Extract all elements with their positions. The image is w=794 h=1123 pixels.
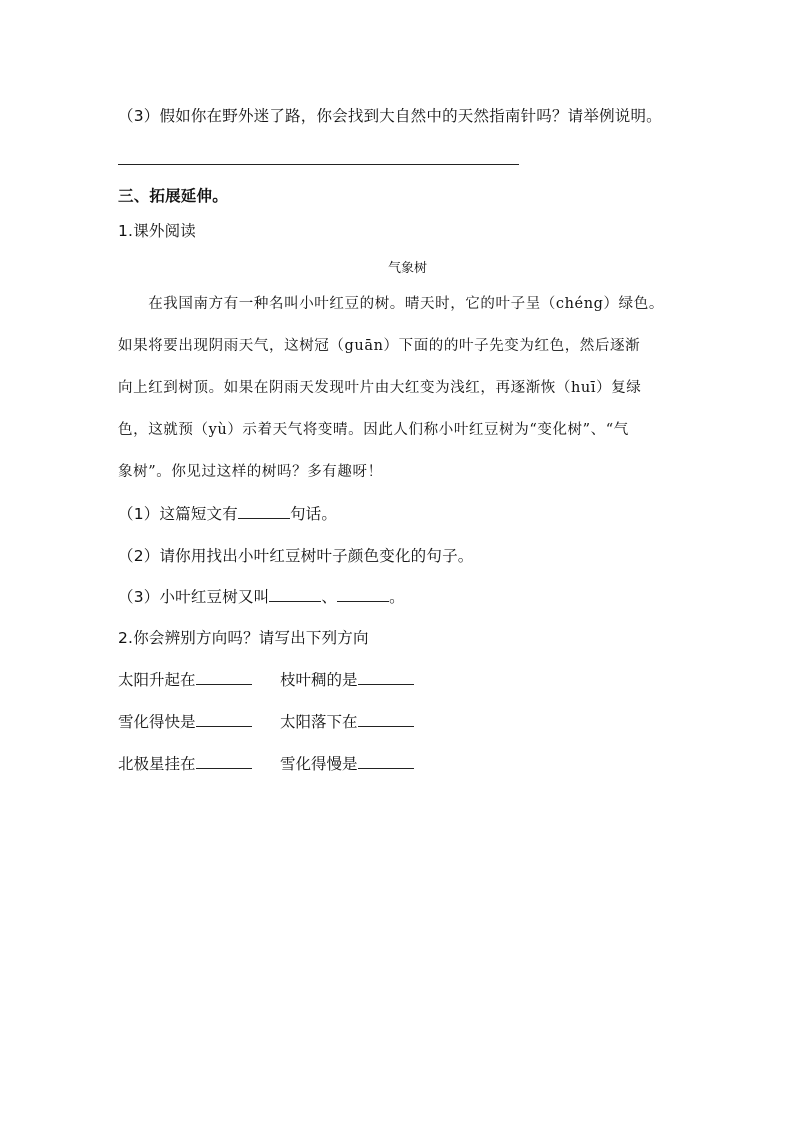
direction-item: [280, 670, 414, 690]
direction-label: 雪化得慢是: [280, 755, 358, 773]
direction-label: 枝叶稠的是: [280, 671, 358, 689]
passage-line: 象树”。你见过这样的树吗？多有趣呀！: [118, 464, 383, 480]
direction-item: [280, 712, 414, 732]
question-3: （3）假如你在野外迷了路，你会找到大自然中的天然指南针吗？请举例说明。: [118, 107, 662, 125]
separator: 、: [321, 588, 338, 606]
passage-line: 向上红到树顶。如果在阴雨天发现叶片由大红变为浅红，再逐渐恢（huī）复绿: [118, 380, 642, 396]
passage-line: 在我国南方有一种名叫小叶红豆的树。晴天时，它的叶子呈（chéng）绿色。: [118, 296, 664, 312]
fill-blank[interactable]: [337, 587, 389, 602]
direction-label: 雪化得快是: [118, 713, 196, 731]
fill-blank[interactable]: [238, 504, 290, 519]
answer-line[interactable]: [118, 164, 519, 165]
sub-question-3: [118, 587, 405, 607]
sub-question-1-suffix: 句话。: [289, 505, 338, 523]
period: 。: [389, 588, 405, 606]
sub-question-1: [118, 504, 337, 524]
direction-heading: 2.你会辨别方向吗？请写出下列方向: [118, 629, 369, 647]
section-3-heading: 三、拓展延伸。: [118, 187, 228, 205]
reading-heading: 1.课外阅读: [118, 222, 196, 240]
direction-item: [280, 754, 414, 774]
fill-blank[interactable]: [358, 670, 414, 685]
fill-blank[interactable]: [358, 754, 414, 769]
fill-blank[interactable]: [196, 670, 252, 685]
passage-line: 色，这就预（yù）示着天气将变晴。因此人们称小叶红豆树为“变化树”、“气: [118, 422, 629, 438]
sub-question-1-text: （1）这篇短文有: [118, 505, 238, 523]
direction-item: [118, 754, 252, 774]
direction-label: 北极星挂在: [118, 755, 196, 773]
direction-item: [118, 712, 252, 732]
passage-line: 如果将要出现阴雨天气，这树冠（guān）下面的的叶子先变为红色，然后逐渐: [118, 338, 641, 354]
direction-label: 太阳升起在: [118, 671, 196, 689]
passage-title: 气象树: [388, 261, 428, 276]
sub-question-2: （2）请你用找出小叶红豆树叶子颜色变化的句子。: [118, 547, 474, 565]
direction-label: 太阳落下在: [280, 713, 358, 731]
fill-blank[interactable]: [358, 712, 414, 727]
fill-blank[interactable]: [196, 754, 252, 769]
direction-item: [118, 670, 252, 690]
fill-blank[interactable]: [269, 587, 321, 602]
fill-blank[interactable]: [196, 712, 252, 727]
sub-question-3-text: （3）小叶红豆树又叫: [118, 588, 270, 606]
